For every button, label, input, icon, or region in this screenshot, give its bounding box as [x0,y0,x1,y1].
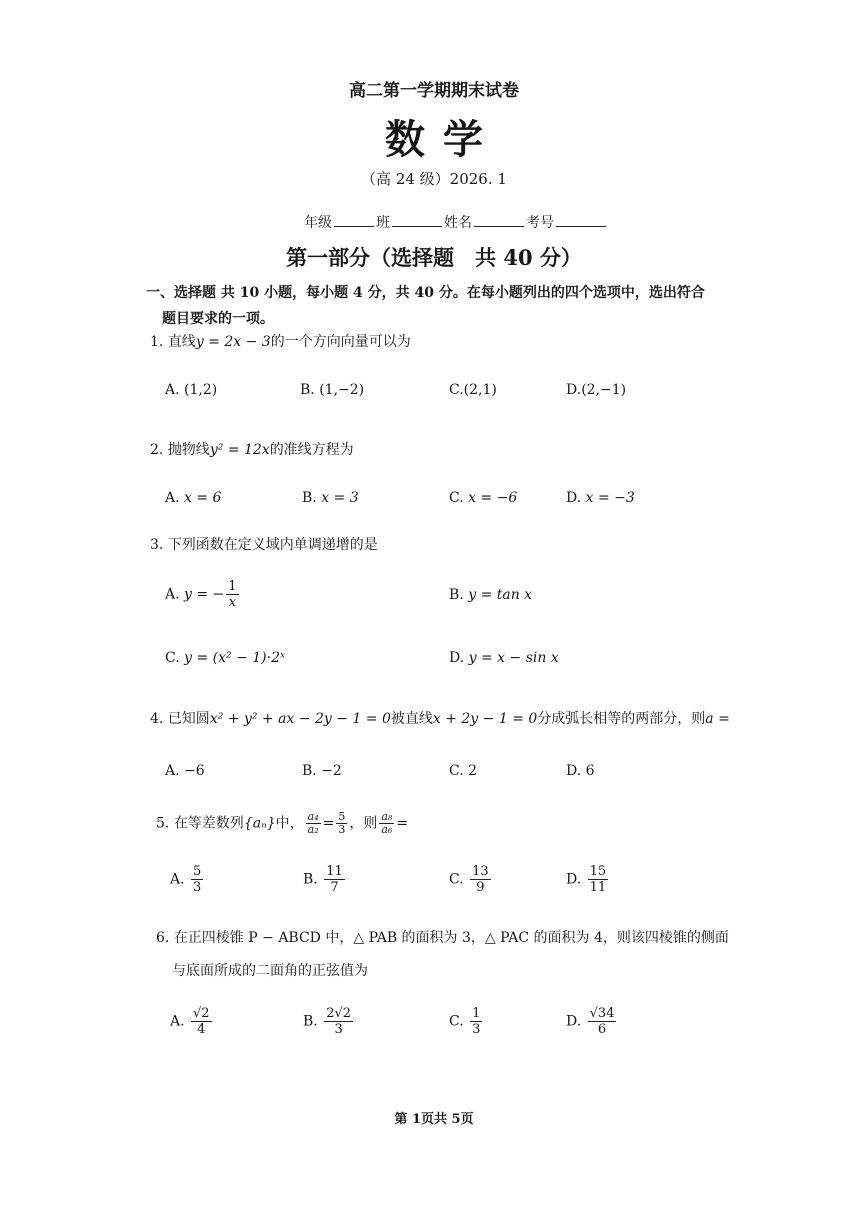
question-5-stem [156,811,408,836]
option-text: (1,2) [184,382,218,398]
option-text: x = −6 [468,490,518,506]
stem-text: = [322,815,335,832]
fraction-denominator: 4 [197,1022,206,1037]
name-label: 姓名 [444,215,472,231]
question-number: 2. [150,442,164,458]
fraction-denominator: a₂ [307,823,319,836]
stem-math: a = [705,711,730,727]
fraction-denominator: 11 [589,880,607,895]
stem-math: y = 2x − 3 [195,334,271,350]
question-4-option-b[interactable] [302,763,342,779]
question-6-stem-line-1 [156,927,729,947]
option-label: D. [566,871,582,888]
stem-text: 已知圆 [167,711,210,727]
option-text: y = tan x [468,587,533,603]
option-text: y = − [184,586,225,603]
option-label: A. [165,763,180,779]
option-label: C. [449,490,464,506]
question-5-option-c[interactable] [449,864,493,895]
fraction-numerator: 13 [472,864,489,879]
fraction-numerator: 2√2 [326,1006,352,1021]
stem-text: ，则 [349,815,378,832]
question-5-option-a[interactable] [170,864,205,895]
fraction-numerator: 1 [472,1006,481,1021]
question-number: 6. [156,930,170,946]
stem-fraction [379,811,394,836]
option-label: D. [566,763,582,779]
option-label: B. [302,490,317,506]
question-5-option-b[interactable] [303,864,347,895]
grade-date: （高 24 级）2026. 1 [361,170,507,188]
option-label: A. [165,490,180,506]
option-fraction [324,864,345,895]
option-label: C. [449,382,464,398]
option-label: A. [165,382,180,398]
exam-title: 高二第一学期期末试卷 [349,81,519,101]
option-label: D. [566,382,582,398]
option-label: B. [303,871,318,888]
fraction-denominator: 3 [472,1022,481,1037]
fraction-numerator: √34 [589,1006,615,1021]
class-label: 班 [376,215,390,231]
question-3-option-c[interactable] [165,650,285,666]
exam-number-label: 考号 [526,215,554,231]
option-fraction [324,1006,353,1037]
option-text: 2 [468,763,478,779]
fraction-numerator: √2 [193,1006,210,1021]
question-6-option-a[interactable] [170,1006,214,1037]
option-label: C. [449,871,464,888]
section-instructions [146,280,705,332]
option-label: B. [303,1013,318,1030]
option-label: D. [449,650,465,666]
stem-math: {aₙ} [243,815,276,832]
class-blank[interactable] [392,226,442,227]
question-2-option-b[interactable] [302,490,359,506]
fraction-numerator: 1 [228,579,237,594]
fraction-denominator: x [228,595,237,610]
question-3-option-b[interactable] [449,587,532,603]
option-text: x = 3 [321,490,359,506]
fraction-denominator: 3 [334,1022,343,1037]
question-6-option-b[interactable] [303,1006,355,1037]
stem-text: 中， [275,815,304,832]
option-label: D. [566,490,582,506]
subject-title: 数学 [385,116,501,163]
option-label: B. [449,587,464,603]
fraction-numerator: 5 [338,810,346,823]
stem-fraction [336,811,347,836]
question-2-option-d[interactable] [566,490,635,506]
stem-math: y² = 12x [209,442,270,458]
stem-text: 被直线 [390,711,433,727]
fraction-numerator: 11 [326,864,343,879]
question-1-option-d[interactable] [566,382,626,398]
option-fraction [191,864,203,895]
question-4-option-d[interactable] [566,763,595,779]
question-number: 4. [150,711,164,727]
option-text: (2,1) [463,382,497,398]
stem-math: x² + y² + ax − 2y − 1 = 0 [209,711,391,727]
option-fraction [470,864,491,895]
grade-label: 年级 [304,215,332,231]
option-label: C. [449,763,464,779]
page-number-footer: 第 1页共 5页 [394,1112,474,1127]
stem-text: 的准线方程为 [269,442,354,458]
question-4-stem [150,708,730,728]
option-text: y = (x² − 1)·2ˣ [184,650,285,666]
stem-math: x + 2y − 1 = 0 [432,711,538,727]
question-1-option-a[interactable] [165,382,217,398]
option-text: −6 [184,763,205,779]
question-1-option-b[interactable] [300,382,364,398]
question-6-option-c[interactable] [449,1006,484,1037]
fraction-denominator: a₆ [381,823,393,836]
question-number: 1. [150,334,164,350]
option-fraction [588,1006,617,1037]
question-6-option-d[interactable] [566,1006,618,1037]
question-1-stem [150,331,411,351]
option-text: y = x − sin x [468,650,559,666]
question-1-option-c[interactable] [449,382,497,398]
option-label: A. [165,586,180,603]
question-4-option-c[interactable] [449,763,477,779]
option-label: D. [566,1013,582,1030]
grade-blank[interactable] [334,226,374,227]
option-label: C. [165,650,180,666]
option-text: 6 [585,763,595,779]
stem-text: 分成弧长相等的两部分，则 [537,711,706,727]
question-5-option-d[interactable] [566,864,610,895]
student-info-row [304,212,608,232]
option-text: (1,−2) [319,382,365,398]
option-fraction [470,1006,482,1037]
fraction-numerator: a₈ [381,810,393,823]
part-title: 第一部分（选择题 共 40 分） [286,245,582,270]
fraction-denominator: 6 [597,1022,607,1037]
name-blank[interactable] [474,226,524,227]
question-3-option-d[interactable] [449,650,559,666]
stem-fraction [306,811,321,836]
option-text: x = 6 [184,490,222,506]
option-fraction [191,1006,212,1037]
option-label: A. [170,1013,185,1030]
question-3-option-a[interactable] [165,579,241,610]
stem-text: 在等差数列 [173,815,244,832]
option-label: B. [302,763,317,779]
stem-text: 的一个方向向量可以为 [270,334,411,350]
instruction-line-2: 题目要求的一项。 [162,311,274,327]
question-3-stem [150,534,378,554]
stem-text: 下列函数在定义域内单调递增的是 [167,537,378,553]
fraction-denominator: 3 [193,880,202,895]
stem-text: 在正四棱锥 P − ABCD 中，△ PAB 的面积为 3，△ PAC 的面积为 4，则该四棱锥的侧面 [173,930,729,946]
option-fraction [226,579,238,610]
fraction-denominator: 3 [338,823,346,836]
question-2-stem [150,439,354,459]
option-text: x = −3 [585,490,635,506]
option-label: C. [449,1013,464,1030]
exam-number-blank[interactable] [556,226,606,227]
question-number: 3. [150,537,164,553]
question-6-stem-line-2: 与底面所成的二面角的正弦值为 [172,963,368,979]
option-text: (2,−1) [581,382,627,398]
fraction-numerator: 15 [589,864,607,879]
instruction-line-1: 一、选择题 共 10 小题，每小题 4 分，共 40 分。在每小题列出的四个选项中，选出符合 [146,285,705,301]
fraction-denominator: 9 [476,880,485,895]
fraction-numerator: 5 [193,864,202,879]
question-number: 5. [156,815,170,832]
option-label: A. [170,871,185,888]
stem-text: = [396,815,409,832]
question-2-option-c[interactable] [449,490,517,506]
option-fraction [588,864,609,895]
question-2-option-a[interactable] [165,490,221,506]
stem-text: 直线 [167,334,196,350]
fraction-numerator: a₄ [307,810,319,823]
question-4-option-a[interactable] [165,763,205,779]
option-text: −2 [321,763,342,779]
stem-text: 抛物线 [167,442,210,458]
option-label: B. [300,382,315,398]
fraction-denominator: 7 [330,880,339,895]
